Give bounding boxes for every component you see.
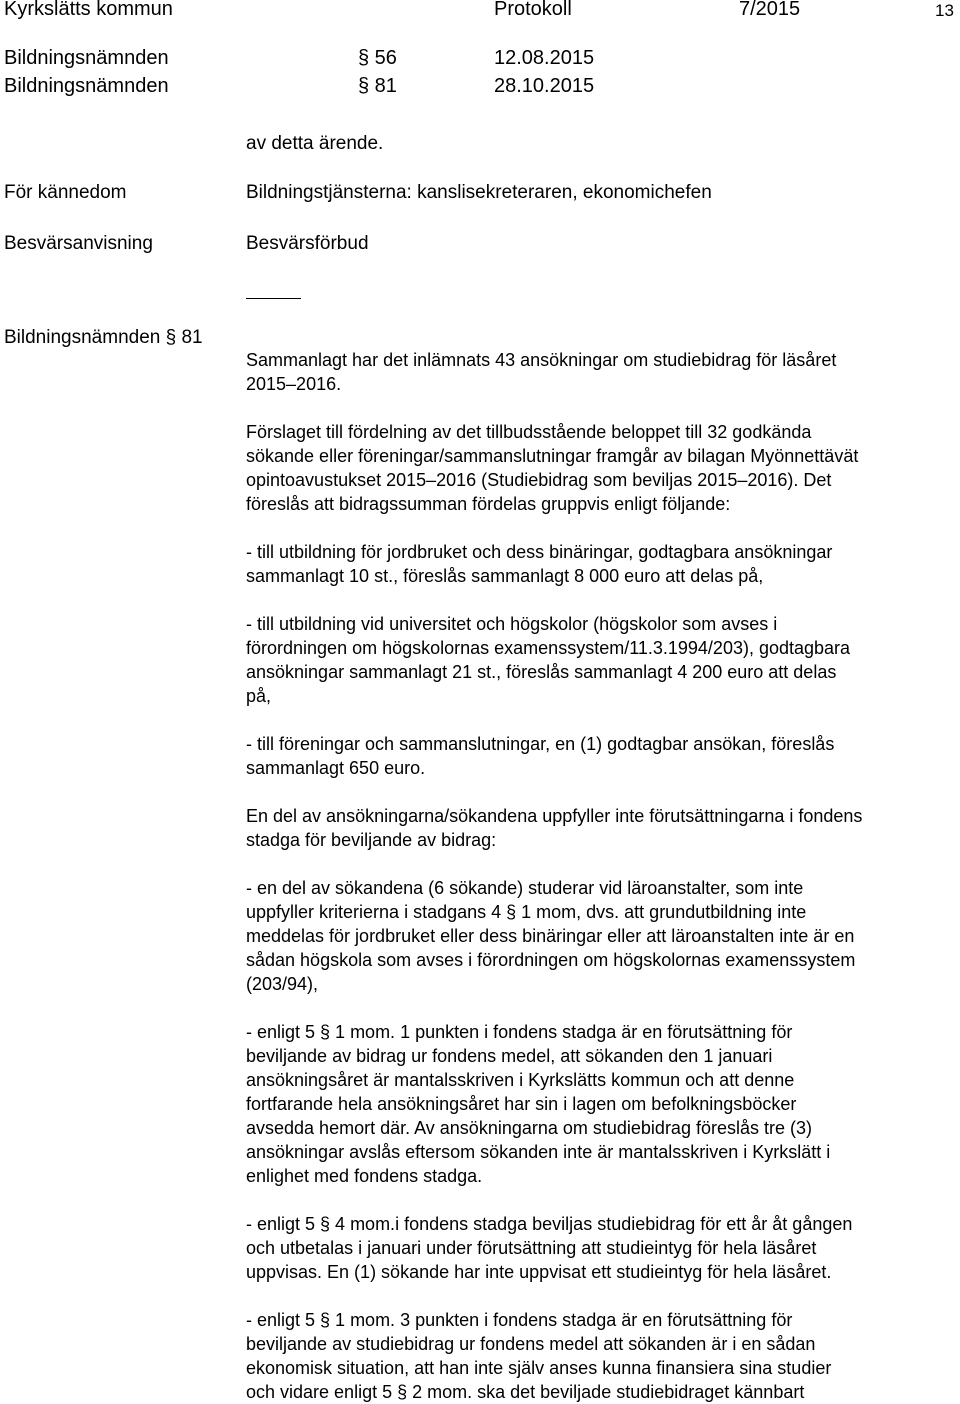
paragraph-6 [246, 804, 958, 852]
paragraph-9 [246, 1212, 958, 1284]
text-line: sammanlagt 650 euro. [246, 758, 426, 778]
text-line: ekonomisk situation, att han inte själv anses kunna finansiera sina studier [246, 1358, 832, 1378]
text-line: - till utbildning vid universitet och högskolor (högskolor som avses i [246, 614, 778, 634]
text-line: - enligt 5 § 4 mom.i fondens stadga beviljas studiebidrag för ett år åt gången [246, 1214, 853, 1234]
header-row-1-body: Bildningsnämnden [4, 47, 169, 69]
for-kannedom-label: För kännedom [4, 182, 127, 203]
text-line: - till föreningar och sammanslutningar, en (1) godtagbar ansökan, föreslås [246, 734, 835, 754]
paragraph-5 [246, 732, 958, 780]
text-line: förordningen om högskolornas examenssystem/11.3.1994/203), godtagbara [246, 638, 851, 658]
text-line: fortfarande hela ansökningsåret har sin i lagen om befolkningsböcker [246, 1094, 797, 1114]
continuation-text: av detta ärende. [246, 133, 384, 154]
text-line: 2015–2016. [246, 374, 342, 394]
text-line: Förslaget till fördelning av det tillbudsstående beloppet till 32 godkända [246, 422, 812, 442]
paragraph-3 [246, 540, 958, 588]
header-row-2-body: Bildningsnämnden [4, 75, 169, 97]
text-line: och utbetalas i januari under förutsättning att studieintyg för hela läsåret [246, 1238, 817, 1258]
text-line: avsedda hemort där. Av ansökningarna om studiebidrag föreslås tre (3) [246, 1118, 812, 1138]
besvarsanvisning-value: Besvärsförbud [246, 233, 369, 254]
header-row-1-date: 12.08.2015 [494, 47, 595, 69]
text-line: enlighet med fondens stadga. [246, 1166, 483, 1186]
text-line: - enligt 5 § 1 mom. 3 punkten i fondens stadga är en förutsättning för [246, 1310, 793, 1330]
text-line: föreslås att bidragssumman fördelas gruppvis enligt följande: [246, 494, 731, 514]
text-line: och vidare enligt 5 § 2 mom. ska det beviljade studiebidraget kännbart [246, 1382, 805, 1402]
text-line: sökande eller föreningar/sammanslutningar framgår av bilagan Myönnettävät [246, 446, 859, 466]
text-line: beviljande av studiebidrag ur fondens medel att sökanden är i en sådan [246, 1334, 816, 1354]
text-line: ansökningsåret är mantalsskriven i Kyrkslätts kommun och att denne [246, 1070, 795, 1090]
text-line: beviljande av bidrag ur fondens medel, att sökanden den 1 januari [246, 1046, 773, 1066]
paragraph-1 [246, 348, 958, 396]
text-line: meddelas för jordbruket eller dess binäringar eller att läroanstalten inte är en [246, 926, 855, 946]
text-line: (203/94), [246, 974, 319, 994]
text-line: uppfyller kriterierna i stadgans 4 § 1 mom, dvs. att grundutbildning inte [246, 902, 807, 922]
header-row-2-date: 28.10.2015 [494, 75, 595, 97]
text-line: opintoavustukset 2015–2016 (Studiebidrag som beviljas 2015–2016). Det [246, 470, 832, 490]
header-row-2-section: § 81 [358, 75, 397, 97]
section-divider [246, 298, 301, 299]
paragraph-4 [246, 612, 958, 708]
section-label: Bildningsnämnden § 81 [4, 327, 203, 348]
for-kannedom-value: Bildningstjänsterna: kanslisekreteraren, ekonomichefen [246, 182, 712, 203]
text-line: på, [246, 686, 272, 706]
besvarsanvisning-label: Besvärsanvisning [4, 233, 153, 254]
text-line: - en del av sökandena (6 sökande) studerar vid läroanstalter, som inte [246, 878, 804, 898]
municipality-name: Kyrkslätts kommun [4, 0, 173, 20]
text-line: ansökningar avslås eftersom sökanden inte är mantalsskriven i Kyrkslätt i [246, 1142, 831, 1162]
text-line: En del av ansökningarna/sökandena uppfyller inte förutsättningarna i fondens [246, 806, 863, 826]
text-line: - enligt 5 § 1 mom. 1 punkten i fondens stadga är en förutsättning för [246, 1022, 793, 1042]
section-body [246, 348, 958, 1404]
document-type: Protokoll [494, 0, 572, 20]
text-line: sådan högskola som avses i förordningen om högskolornas examenssystem [246, 950, 856, 970]
page-number: 13 [935, 1, 954, 20]
paragraph-8 [246, 1020, 958, 1188]
header-row-1-section: § 56 [358, 47, 397, 69]
text-line: sammanlagt 10 st., föreslås sammanlagt 8 000 euro att delas på, [246, 566, 764, 586]
protocol-issue: 7/2015 [739, 0, 801, 20]
text-line: stadga för beviljande av bidrag: [246, 830, 497, 850]
paragraph-7 [246, 876, 958, 996]
text-line: - till utbildning för jordbruket och dess binäringar, godtagbara ansökningar [246, 542, 833, 562]
paragraph-10 [246, 1308, 958, 1404]
paragraph-2 [246, 420, 958, 516]
text-line: ansökningar sammanlagt 21 st., föreslås sammanlagt 4 200 euro att delas [246, 662, 837, 682]
text-line: Sammanlagt har det inlämnats 43 ansökningar om studiebidrag för läsåret [246, 350, 837, 370]
text-line: uppvisas. En (1) sökande har inte uppvisat ett studieintyg för hela läsåret. [246, 1262, 832, 1282]
